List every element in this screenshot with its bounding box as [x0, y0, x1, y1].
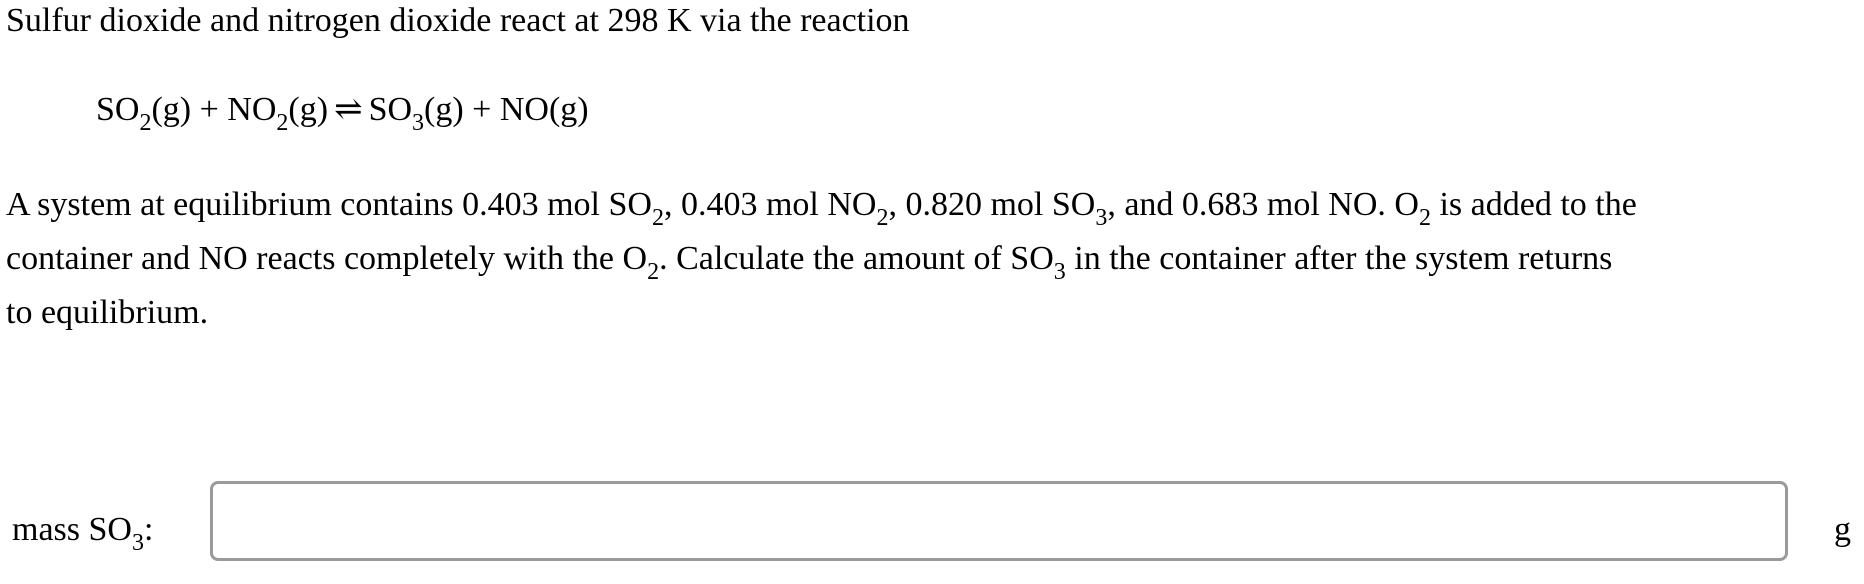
- para-text: to equilibrium.: [6, 294, 209, 331]
- para-text: container and NO reacts completely with the O: [6, 240, 648, 277]
- answer-label-subscript: 3: [131, 530, 144, 556]
- para-text: is added to the: [1430, 186, 1637, 223]
- answer-label-text: mass SO: [12, 511, 132, 548]
- equilibrium-arrow-icon: ⇌: [334, 91, 363, 128]
- answer-label: [12, 509, 154, 556]
- para-text: , 0.820 mol SO: [888, 186, 1096, 223]
- reaction-equation: [96, 88, 589, 136]
- eq-so2: SO: [96, 91, 140, 128]
- eq-no2-subscript: 2: [276, 110, 289, 136]
- eq-so2-state: (g) +: [151, 91, 228, 128]
- para-subscript: 2: [1418, 205, 1431, 231]
- eq-so2-subscript: 2: [139, 110, 152, 136]
- para-subscript: 2: [876, 205, 889, 231]
- answer-label-colon: :: [143, 511, 154, 548]
- eq-no: NO(g): [499, 91, 589, 128]
- para-text: A system at equilibrium contains 0.403 mol SO: [6, 186, 652, 223]
- problem-intro: [6, 0, 910, 42]
- eq-so3-subscript: 3: [412, 110, 425, 136]
- unit-label: g: [1834, 511, 1851, 548]
- para-subscript: 2: [647, 259, 660, 285]
- eq-no2: NO: [227, 91, 277, 128]
- intro-text: Sulfur dioxide and nitrogen dioxide react at 298 K via the reaction: [6, 2, 910, 39]
- para-text: , and 0.683 mol NO. O: [1107, 186, 1419, 223]
- paragraph-line-1: [6, 178, 1806, 232]
- mass-so3-input[interactable]: [210, 481, 1788, 561]
- para-text: . Calculate the amount of SO: [659, 240, 1054, 277]
- para-text: , 0.403 mol NO: [663, 186, 877, 223]
- eq-so3-state: (g) +: [424, 91, 500, 128]
- eq-no2-state: (g): [288, 91, 329, 128]
- para-subscript: 2: [651, 205, 664, 231]
- paragraph-line-2: [6, 232, 1806, 286]
- para-subscript: 3: [1053, 259, 1066, 285]
- para-text: in the container after the system returns: [1065, 240, 1613, 277]
- problem-paragraph: [6, 178, 1806, 340]
- paragraph-line-3: [6, 286, 1806, 340]
- para-subscript: 3: [1095, 205, 1108, 231]
- eq-so3: SO: [368, 91, 413, 128]
